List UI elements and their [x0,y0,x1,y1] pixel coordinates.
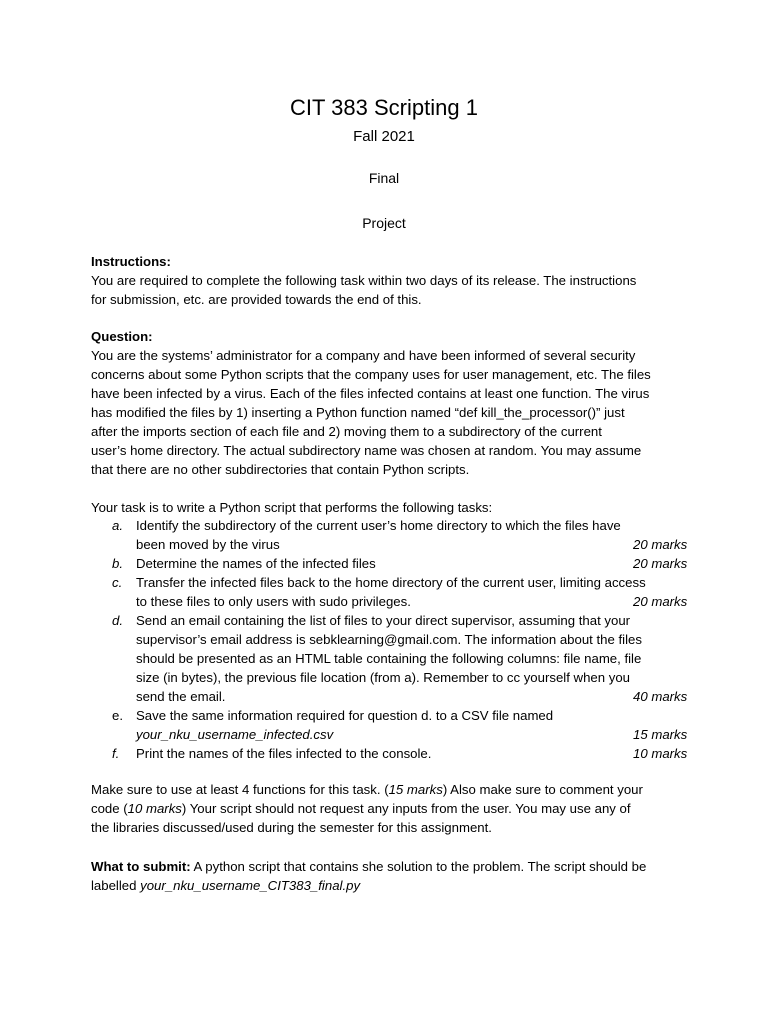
task-marks: 20 marks [633,537,688,552]
summary-text: code ( [91,801,128,816]
summary-line [91,780,691,799]
csv-filename: your_nku_username_infected.csv [136,727,334,742]
task-marks: 10 marks [633,746,688,761]
task-line: Send an email containing the list of files to your direct supervisor, assuming that your [136,613,631,628]
task-item-a [91,516,691,554]
task-line-text: been moved by the virus [136,537,280,552]
question-line: after the imports section of each file and 2) moving them to a subdirectory of the current [91,424,602,439]
summary-text: ) Also make sure to comment your [442,782,643,797]
submit-text: A python script that contains she solution to the problem. The script should be [190,859,647,874]
task-line [136,744,691,763]
task-line: should be presented as an HTML table containing the following columns: file name, file [136,651,642,666]
task-list [91,516,691,763]
question-line: has modified the files by 1) inserting a Python function named “def kill_the_processor()” just [91,405,625,420]
task-line [136,592,691,611]
page-title: CIT 383 Scripting 1 [290,95,478,120]
summary-marks: 15 marks [388,782,443,797]
submit-line [91,857,691,876]
task-line: Save the same information required for question d. to a CSV file named [136,708,554,723]
task-line-text: Print the names of the files infected to the console. [136,746,432,761]
question-line: that there are no other subdirectories that contain Python scripts. [91,462,470,477]
task-line-text: Determine the names of the infected files [136,556,376,571]
task-line [136,554,691,573]
kind-label: Project [362,215,406,231]
task-letter: a. [112,518,123,533]
task-letter: e. [112,708,123,723]
task-item-e [91,706,691,744]
task-marks: 20 marks [633,556,688,571]
exam-label: Final [368,170,400,186]
term-label: Fall 2021 [353,128,415,145]
task-item-f [91,744,691,763]
task-item-c [91,573,691,611]
task-letter: c. [112,575,123,590]
question-line: have been infected by a virus. Each of the files infected contains at least one function. The virus [91,386,650,401]
instructions-heading: Instructions: [91,254,171,269]
submit-filename: your_nku_username_CIT383_final.py [140,878,361,893]
instructions-line: for submission, etc. are provided towards the end of this. [91,292,422,307]
task-marks: 15 marks [633,727,688,742]
task-letter: b. [112,556,123,571]
summary-line [91,799,691,818]
task-line [136,535,691,554]
submit-text: labelled [91,878,141,893]
task-item-d [91,611,691,706]
task-line: supervisor’s email address is sebklearning@gmail.com. The information about the files [136,632,642,647]
question-line: concerns about some Python scripts that the company uses for user management, etc. The files [91,367,651,382]
question-line: user’s home directory. The actual subdirectory name was chosen at random. You may assume [91,443,642,458]
instructions-line: You are required to complete the following task within two days of its release. The instructions [91,273,637,288]
submit-line [91,876,691,895]
task-line: size (in bytes), the previous file location (from a). Remember to cc yourself when you [136,670,630,685]
summary-text: Make sure to use at least 4 functions for this task. ( [91,782,389,797]
instructions-section [91,252,691,309]
submit-section [91,857,691,895]
task-line: Identify the subdirectory of the current user’s home directory to which the files have [136,518,621,533]
summary-text: ) Your script should not request any inputs from the user. You may use any of [181,801,631,816]
task-marks: 40 marks [633,689,688,704]
question-heading: Question: [91,329,153,344]
task-line [136,687,691,706]
summary-line: the libraries discussed/used during the semester for this assignment. [91,820,492,835]
task-line: Transfer the infected files back to the home directory of the current user, limiting access [136,575,646,590]
task-line [136,725,691,744]
question-section [91,327,691,479]
task-line-text: to these files to only users with sudo privileges. [136,594,411,609]
task-letter: d. [112,613,123,628]
task-intro [91,498,691,517]
task-item-b [91,554,691,573]
question-line: You are the systems’ administrator for a company and have been informed of several security [91,348,636,363]
task-line-text: send the email. [136,689,226,704]
submit-label: What to submit: [91,859,191,874]
task-letter: f. [112,746,120,761]
task-intro-line: Your task is to write a Python script that performs the following tasks: [91,500,493,515]
summary-marks: 10 marks [127,801,182,816]
summary-section [91,780,691,837]
task-marks: 20 marks [633,594,688,609]
